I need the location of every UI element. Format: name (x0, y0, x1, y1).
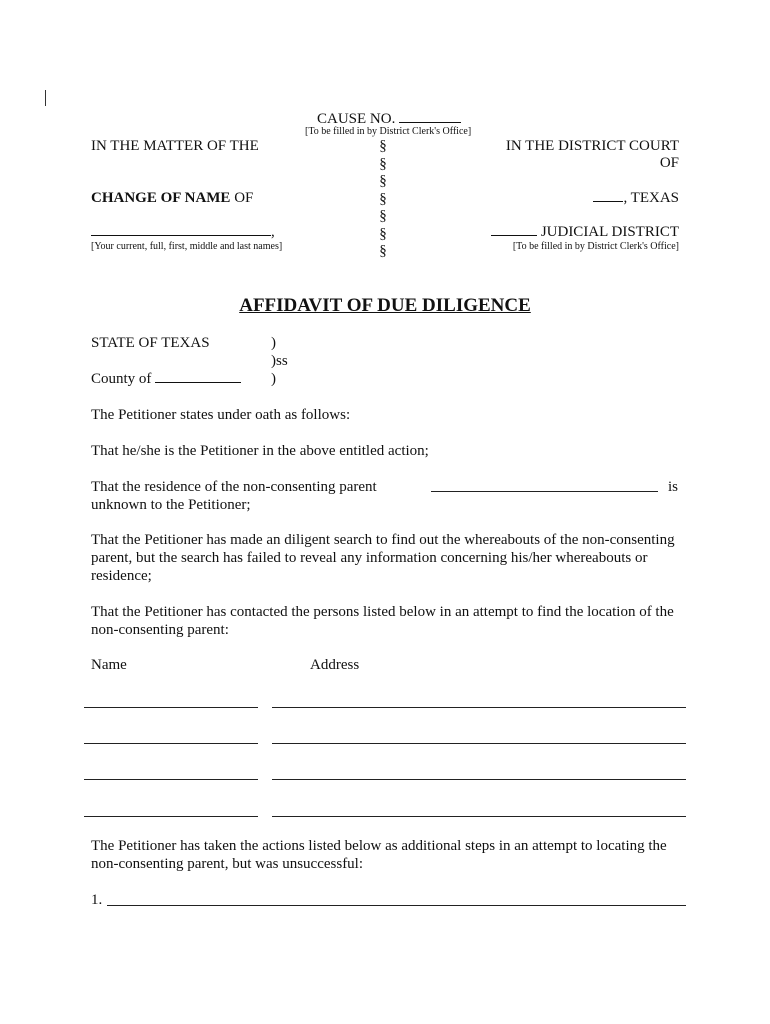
venue-state: STATE OF TEXAS (91, 335, 210, 351)
venue-county-label: County of (91, 371, 152, 387)
petitioner-name-note: [Your current, full, first, middle and last names] (91, 241, 283, 252)
venue-paren-1: ) (271, 335, 276, 351)
change-of-name-line (91, 189, 253, 207)
section-mark: § (379, 155, 387, 172)
change-of-name-of: OF (234, 190, 254, 206)
name-blank-1[interactable] (84, 707, 258, 708)
petitioner-name-line (91, 223, 275, 241)
section-mark: § (379, 190, 387, 207)
diligent-search-line-3: residence; (91, 568, 152, 584)
district-note: [To be filled in by District Clerk's Office] (512, 241, 679, 252)
cause-number-note: [To be filled in by District Clerk's Office] (305, 126, 472, 137)
diligent-search-line-2: parent, but the search has failed to reveal any information concerning his/her whereabouts or (91, 550, 648, 566)
address-column-header: Address (310, 657, 360, 673)
name-blank-4[interactable] (84, 816, 258, 817)
document-title (0, 295, 770, 317)
district-number-blank[interactable] (491, 223, 537, 236)
section-mark: § (379, 208, 387, 224)
paragraph-contacted (91, 603, 679, 639)
name-blank-3[interactable] (84, 779, 258, 780)
paragraph-oath: The Petitioner states under oath as follows: (91, 407, 351, 423)
action-item-1-blank[interactable] (107, 905, 686, 906)
actions-line-1: The Petitioner has taken the actions listed below as additional steps in an attempt to locating the (91, 838, 667, 854)
county-blank[interactable] (593, 189, 623, 202)
diligent-search-line-1: That the Petitioner has made an diligent search to find out the whereabouts of the non-consenting (91, 532, 675, 548)
judicial-district-line (491, 223, 679, 241)
section-marks-column (373, 138, 393, 261)
paragraph-residence-start: That the residence of the non-consenting parent (91, 479, 377, 495)
petitioner-name-comma: , (271, 224, 275, 240)
county-texas: , TEXAS (623, 190, 679, 206)
county-texas-line (593, 189, 679, 207)
petitioner-name-blank[interactable] (91, 223, 271, 236)
address-blank-4[interactable] (272, 816, 686, 817)
document-title-text: AFFIDAVIT OF DUE DILIGENCE (239, 295, 531, 316)
cause-number-label: CAUSE NO. (317, 111, 396, 127)
actions-line-2: non-consenting parent, but was unsuccessful: (91, 856, 364, 872)
section-mark: § (379, 225, 387, 242)
name-blank-2[interactable] (84, 743, 258, 744)
matter-line: IN THE MATTER OF THE (91, 138, 259, 154)
address-blank-2[interactable] (272, 743, 686, 744)
venue-county (91, 370, 241, 388)
paragraph-actions (91, 837, 679, 873)
parent-name-blank[interactable] (431, 491, 658, 492)
judicial-district: JUDICIAL DISTRICT (540, 224, 679, 240)
venue-ss: )ss (271, 353, 288, 369)
contacted-line-1: That the Petitioner has contacted the persons listed below in an attempt to find the location of the (91, 604, 674, 620)
address-blank-3[interactable] (272, 779, 686, 780)
address-blank-1[interactable] (272, 707, 686, 708)
venue-county-blank[interactable] (155, 370, 241, 383)
venue-paren-3: ) (271, 371, 276, 387)
court-line-2: OF (659, 155, 679, 171)
text-cursor (45, 90, 46, 106)
court-line-1: IN THE DISTRICT COURT (505, 138, 679, 154)
name-column-header: Name (91, 657, 127, 673)
paragraph-petitioner: That he/she is the Petitioner in the above entitled action; (91, 443, 429, 459)
paragraph-residence-is: is (668, 479, 679, 495)
paragraph-diligent-search (91, 531, 679, 585)
section-mark: § (379, 138, 387, 154)
section-mark: § (379, 243, 387, 259)
cause-number-blank[interactable] (399, 110, 461, 123)
change-of-name-bold: CHANGE OF NAME (91, 190, 231, 206)
contacted-line-2: non-consenting parent: (91, 622, 229, 638)
paragraph-residence-end: unknown to the Petitioner; (91, 497, 251, 513)
action-item-1-number: 1. (91, 892, 103, 908)
section-mark: § (379, 173, 387, 189)
